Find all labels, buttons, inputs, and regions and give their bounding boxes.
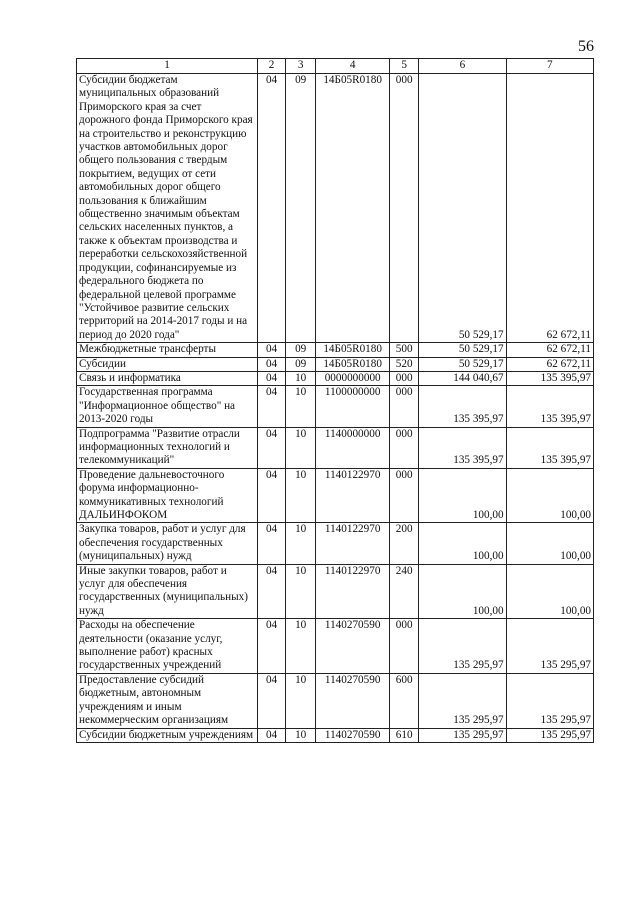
amount-cell: 135 295,97	[419, 728, 506, 742]
subsection-code-cell: 10	[286, 564, 316, 619]
page-number: 56	[578, 38, 594, 55]
target-article-cell: 1140122970	[316, 523, 390, 564]
target-article-cell: 14Б05R0180	[316, 74, 390, 343]
row-name-cell: Субсидии бюджетам муниципальных образований Приморского края за счет дорожного фонда Приморского края на строительство и реконструкцию участков автомобильных дорог общего пользования с твердым покрытием, ведущих от сети автомобильных дорог общего пользования к ближайшим общественно значимым объектам сельских населенных пунктов, а также к объектам производства и переработки сельскохозяйственной продукции, софинансируемые из федерального бюджета по федеральной целевой программе "Устойчивое развитие сельских территорий на 2014-2017 годы и на период до 2020 года"	[77, 74, 258, 343]
amount-cell: 135 295,97	[506, 619, 593, 674]
section-code-cell: 04	[258, 673, 286, 728]
header-row	[77, 59, 594, 74]
row-name-cell: Государственная программа "Информационное общество" на 2013-2020 годы	[77, 386, 258, 427]
expense-type-cell: 520	[390, 357, 419, 371]
section-code-cell: 04	[258, 74, 286, 343]
column-header: 2	[258, 59, 286, 74]
amount-cell: 135 395,97	[419, 386, 506, 427]
target-article-cell: 0000000000	[316, 371, 390, 385]
row-name-cell: Расходы на обеспечение деятельности (оказание услуг, выполнение работ) красных государственных учреждений	[77, 619, 258, 674]
subsection-code-cell: 10	[286, 619, 316, 674]
expense-type-cell: 000	[390, 386, 419, 427]
target-article-cell: 1140000000	[316, 427, 390, 468]
table-row	[77, 371, 594, 385]
section-code-cell: 04	[258, 357, 286, 371]
subsection-code-cell: 09	[286, 343, 316, 357]
amount-cell: 100,00	[506, 523, 593, 564]
amount-cell: 135 295,97	[419, 673, 506, 728]
section-code-cell: 04	[258, 564, 286, 619]
table-row	[77, 619, 594, 674]
table-row	[77, 673, 594, 728]
amount-cell: 62 672,11	[506, 74, 593, 343]
amount-cell: 135 295,97	[506, 728, 593, 742]
section-code-cell: 04	[258, 468, 286, 523]
subsection-code-cell: 10	[286, 673, 316, 728]
table-row	[77, 564, 594, 619]
target-article-cell: 14Б05R0180	[316, 343, 390, 357]
amount-cell: 62 672,11	[506, 357, 593, 371]
column-header: 1	[77, 59, 258, 74]
amount-cell: 100,00	[419, 468, 506, 523]
expense-type-cell: 000	[390, 468, 419, 523]
amount-cell: 100,00	[419, 523, 506, 564]
amount-cell: 135 395,97	[506, 427, 593, 468]
column-header: 4	[316, 59, 390, 74]
budget-table	[76, 58, 594, 743]
target-article-cell: 1140270590	[316, 728, 390, 742]
table-row	[77, 523, 594, 564]
amount-cell: 144 040,67	[419, 371, 506, 385]
subsection-code-cell: 10	[286, 427, 316, 468]
amount-cell: 50 529,17	[419, 74, 506, 343]
target-article-cell: 1140270590	[316, 673, 390, 728]
subsection-code-cell: 10	[286, 468, 316, 523]
column-header: 3	[286, 59, 316, 74]
table-row	[77, 468, 594, 523]
expense-type-cell: 610	[390, 728, 419, 742]
section-code-cell: 04	[258, 523, 286, 564]
section-code-cell: 04	[258, 728, 286, 742]
expense-type-cell: 240	[390, 564, 419, 619]
table-row	[77, 728, 594, 742]
amount-cell: 135 395,97	[506, 386, 593, 427]
target-article-cell: 1140270590	[316, 619, 390, 674]
row-name-cell: Предоставление субсидий бюджетным, автономным учреждениям и иным некоммерческим организациям	[77, 673, 258, 728]
amount-cell: 50 529,17	[419, 357, 506, 371]
subsection-code-cell: 10	[286, 386, 316, 427]
row-name-cell: Иные закупки товаров, работ и услуг для обеспечения государственных (муниципальных) нужд	[77, 564, 258, 619]
subsection-code-cell: 10	[286, 523, 316, 564]
amount-cell: 135 395,97	[506, 371, 593, 385]
expense-type-cell: 600	[390, 673, 419, 728]
section-code-cell: 04	[258, 343, 286, 357]
section-code-cell: 04	[258, 386, 286, 427]
row-name-cell: Субсидии	[77, 357, 258, 371]
table-row	[77, 386, 594, 427]
amount-cell: 62 672,11	[506, 343, 593, 357]
section-code-cell: 04	[258, 619, 286, 674]
expense-type-cell: 000	[390, 619, 419, 674]
subsection-code-cell: 10	[286, 371, 316, 385]
target-article-cell: 1140122970	[316, 468, 390, 523]
column-header: 5	[390, 59, 419, 74]
row-name-cell: Проведение дальневосточного форума информационно-коммуникативных технологий ДАЛЬИНФОКОМ	[77, 468, 258, 523]
expense-type-cell: 000	[390, 427, 419, 468]
column-header: 7	[506, 59, 593, 74]
section-code-cell: 04	[258, 427, 286, 468]
amount-cell: 100,00	[506, 468, 593, 523]
row-name-cell: Подпрограмма "Развитие отрасли информационных технологий и телекоммуникаций"	[77, 427, 258, 468]
target-article-cell: 1100000000	[316, 386, 390, 427]
subsection-code-cell: 10	[286, 728, 316, 742]
table-row	[77, 74, 594, 343]
table-row	[77, 357, 594, 371]
section-code-cell: 04	[258, 371, 286, 385]
subsection-code-cell: 09	[286, 357, 316, 371]
row-name-cell: Субсидии бюджетным учреждениям	[77, 728, 258, 742]
expense-type-cell: 200	[390, 523, 419, 564]
column-header: 6	[419, 59, 506, 74]
expense-type-cell: 000	[390, 371, 419, 385]
table-row	[77, 427, 594, 468]
expense-type-cell: 000	[390, 74, 419, 343]
target-article-cell: 1140122970	[316, 564, 390, 619]
subsection-code-cell: 09	[286, 74, 316, 343]
expense-type-cell: 500	[390, 343, 419, 357]
amount-cell: 100,00	[419, 564, 506, 619]
row-name-cell: Связь и информатика	[77, 371, 258, 385]
table-row	[77, 343, 594, 357]
row-name-cell: Закупка товаров, работ и услуг для обеспечения государственных (муниципальных) нужд	[77, 523, 258, 564]
amount-cell: 135 295,97	[506, 673, 593, 728]
amount-cell: 135 395,97	[419, 427, 506, 468]
row-name-cell: Межбюджетные трансферты	[77, 343, 258, 357]
target-article-cell: 14Б05R0180	[316, 357, 390, 371]
amount-cell: 100,00	[506, 564, 593, 619]
amount-cell: 135 295,97	[419, 619, 506, 674]
amount-cell: 50 529,17	[419, 343, 506, 357]
